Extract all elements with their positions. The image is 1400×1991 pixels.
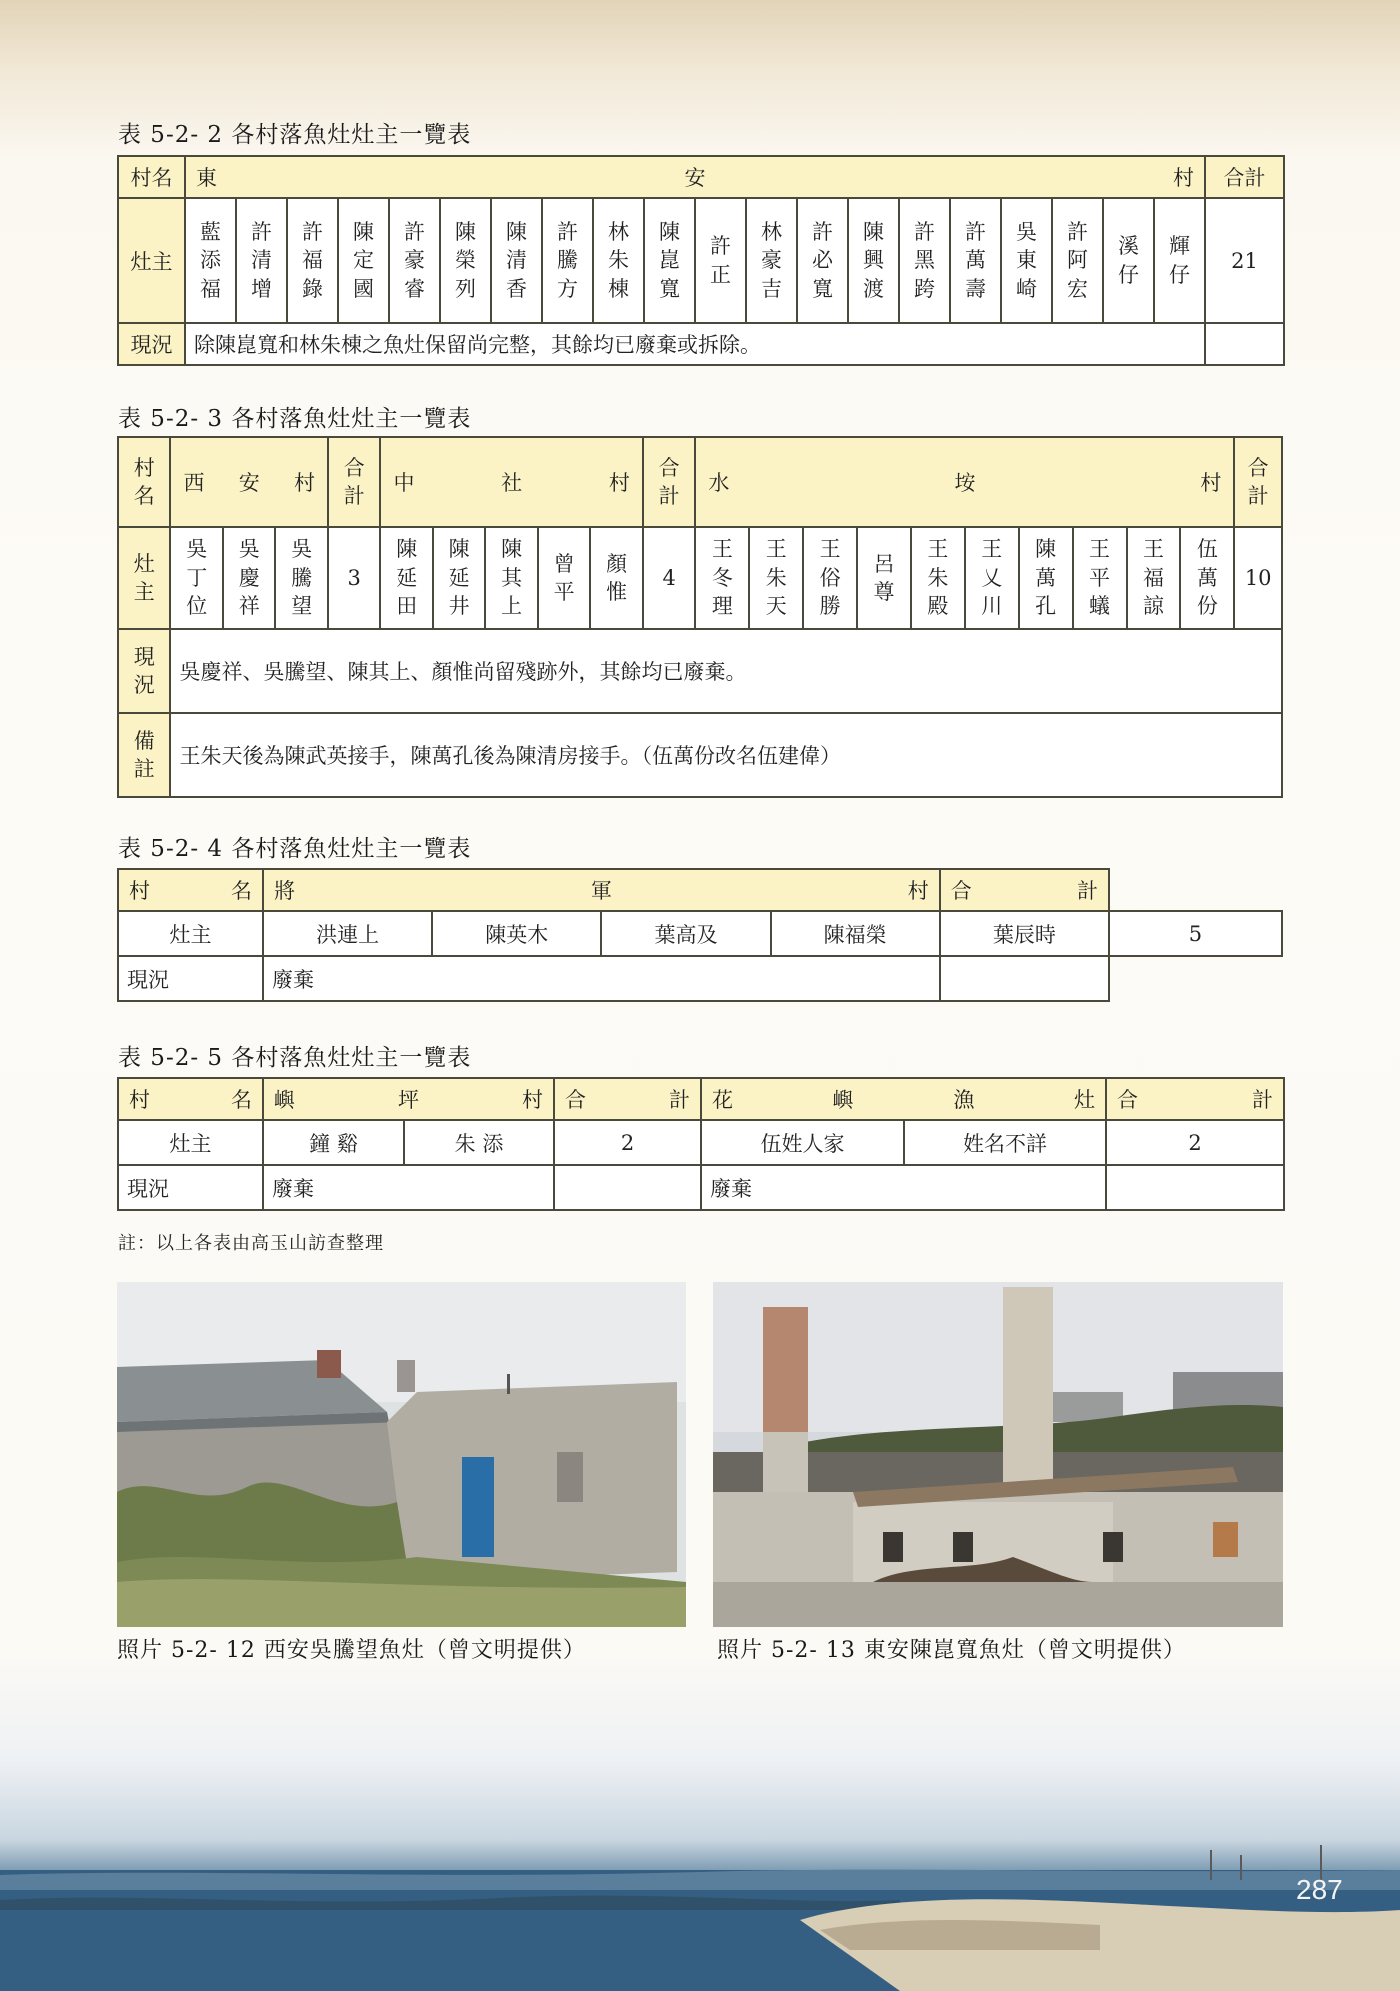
- t2-owner-cell: 林朱棟: [593, 198, 644, 323]
- t3-total-header: 合計: [328, 437, 380, 527]
- t3-owner-header: 灶主: [118, 527, 170, 629]
- t2-owner-cell: 林豪吉: [746, 198, 797, 323]
- table3: [117, 436, 1283, 798]
- t3-remark: 王朱天後為陳武英接手，陳萬孔後為陳清房接手。（伍萬份改名伍建偉）: [170, 713, 1282, 797]
- t2-owner-cell: 陳興渡: [848, 198, 899, 323]
- t2-status-empty: [1205, 323, 1284, 365]
- table4: [117, 868, 1283, 1002]
- t5-total-header: 合 計: [554, 1078, 701, 1120]
- photo-caption-2: 照片 5-2- 13 東安陳崑寬魚灶（曾文明提供）: [717, 1638, 1186, 1663]
- t2-owner-cell: 許清增: [236, 198, 287, 323]
- t3-owner-cell: 王冬理: [695, 527, 749, 629]
- sea-backdrop: [0, 1830, 1400, 1991]
- t3-total-header: 合計: [643, 437, 695, 527]
- t3-village-xian: 西 安 村: [170, 437, 327, 527]
- t2-village-char: 村: [1173, 166, 1194, 190]
- t2-owner-cell: 許福錄: [287, 198, 338, 323]
- t5-owner-cell: 朱 添: [404, 1120, 554, 1165]
- t4-village-name: 將 軍 村: [263, 869, 940, 911]
- t5-status-huayu: 廢棄: [701, 1165, 1106, 1210]
- t4-owner-row: [118, 911, 1282, 956]
- t3-village-header: 村名: [118, 437, 170, 527]
- t2-village-name: [185, 156, 1205, 198]
- photo-dongan-kiln: [713, 1282, 1283, 1627]
- t5-owner-cell: 鐘 谿: [263, 1120, 404, 1165]
- t5-status-yuping: 廢棄: [263, 1165, 554, 1210]
- t3-owner-cell: 陳延田: [380, 527, 432, 629]
- t3-owner-row: [118, 527, 1282, 629]
- t3-owner-cell: 吳慶祥: [223, 527, 275, 629]
- t2-owner-row: [118, 198, 1284, 323]
- t2-village-char: 安: [684, 166, 706, 190]
- t5-owner-header: 灶主: [118, 1120, 263, 1165]
- t2-owner-cell: 輝 仔: [1154, 198, 1205, 323]
- t5-owner-cell: 伍姓人家: [701, 1120, 904, 1165]
- table-footnote: 註：以上各表由高玉山訪查整理: [118, 1233, 384, 1254]
- table5: [117, 1077, 1285, 1211]
- t3-status-header: 現況: [118, 629, 170, 713]
- t2-owner-cell: 陳崑寬: [644, 198, 695, 323]
- t2-owner-cell: 陳榮列: [440, 198, 491, 323]
- t2-owner-cell: 許騰方: [542, 198, 593, 323]
- t3-total-shuian: 10: [1234, 527, 1282, 629]
- t4-owner-cell: 陳福榮: [771, 911, 940, 956]
- t3-owner-cell: 呂 尊: [857, 527, 911, 629]
- photo-caption-1: 照片 5-2- 12 西安吳騰望魚灶（曾文明提供）: [117, 1638, 586, 1663]
- table5-caption: 表 5-2- 5 各村落魚灶灶主一覽表: [118, 1045, 472, 1071]
- t3-owner-cell: 王俗勝: [803, 527, 857, 629]
- t3-owner-cell: 吳騰望: [275, 527, 328, 629]
- t2-owner-cell: 藍添福: [185, 198, 236, 323]
- t5-total-header: 合 計: [1106, 1078, 1284, 1120]
- t3-owner-cell: 陳延井: [433, 527, 485, 629]
- t3-owner-cell: 王朱天: [749, 527, 803, 629]
- t3-owner-cell: 吳丁位: [170, 527, 222, 629]
- t3-village-zhongshe: 中 社 村: [380, 437, 642, 527]
- t2-total-header: 合計: [1205, 156, 1284, 198]
- t2-owner-cell: 許黑跨: [899, 198, 950, 323]
- t3-total-zhongshe: 4: [643, 527, 695, 629]
- t2-owner-cell: 許必寬: [797, 198, 848, 323]
- t5-total-huayu: 2: [1106, 1120, 1284, 1165]
- t5-status-header: 現況: [118, 1165, 263, 1210]
- t3-owner-cell: 陳萬孔: [1019, 527, 1073, 629]
- t3-owner-cell: 曾 平: [538, 527, 590, 629]
- t4-status-header: 現況: [118, 956, 263, 1001]
- t5-status-empty: [1106, 1165, 1284, 1210]
- t5-village-header: 村 名: [118, 1078, 263, 1120]
- t3-owner-cell: 伍萬份: [1180, 527, 1234, 629]
- t4-village-header: 村 名: [118, 869, 263, 911]
- t2-village-header: 村名: [118, 156, 185, 198]
- table2-caption: 表 5-2- 2 各村落魚灶灶主一覽表: [118, 122, 472, 148]
- t2-total: 21: [1205, 198, 1284, 323]
- t2-owner-header: 灶主: [118, 198, 185, 323]
- t4-owner-cell: 葉辰時: [940, 911, 1109, 956]
- t3-owner-cell: 王平蟻: [1073, 527, 1127, 629]
- t2-owner-cell: 許萬壽: [950, 198, 1001, 323]
- t2-owner-cell: 許 正: [695, 198, 746, 323]
- t3-total-header: 合計: [1234, 437, 1282, 527]
- t3-owner-cell: 王福諒: [1127, 527, 1181, 629]
- t5-village-yuping: 嶼 坪 村: [263, 1078, 554, 1120]
- t4-status-empty: [940, 956, 1109, 1001]
- t5-status-empty: [554, 1165, 701, 1210]
- t3-owner-cell: 王乂川: [965, 527, 1019, 629]
- t5-owner-cell: 姓名不詳: [904, 1120, 1106, 1165]
- t2-owner-cell: 陳定國: [338, 198, 389, 323]
- t2-owner-cell: 陳清香: [491, 198, 542, 323]
- t2-owner-cell: 許豪睿: [389, 198, 440, 323]
- page-number: 287: [1296, 1874, 1343, 1905]
- t4-total-header: 合 計: [940, 869, 1109, 911]
- t3-owner-cell: 顏 惟: [590, 527, 643, 629]
- t4-owner-cell: 葉高及: [601, 911, 770, 956]
- t2-owner-cell: 許阿宏: [1052, 198, 1103, 323]
- t5-total-yuping: 2: [554, 1120, 701, 1165]
- t3-owner-cell: 陳其上: [485, 527, 537, 629]
- t2-village-char: 東: [196, 166, 217, 190]
- t3-remark-header: 備註: [118, 713, 170, 797]
- table3-caption: 表 5-2- 3 各村落魚灶灶主一覽表: [118, 406, 472, 432]
- t2-owner-cell: 吳東崎: [1001, 198, 1052, 323]
- t5-owner-row: [118, 1120, 1284, 1165]
- t2-status: 除陳崑寬和林朱棟之魚灶保留尚完整，其餘均已廢棄或拆除。: [185, 323, 1205, 365]
- t3-total-xian: 3: [328, 527, 380, 629]
- t4-total: 5: [1109, 911, 1282, 956]
- table2: [117, 155, 1285, 366]
- t3-village-shuian: 水 垵 村: [695, 437, 1234, 527]
- t2-owner-cell: 溪 仔: [1103, 198, 1154, 323]
- t4-owner-cell: 洪連上: [263, 911, 432, 956]
- t3-owner-cell: 王朱殿: [911, 527, 965, 629]
- table4-caption: 表 5-2- 4 各村落魚灶灶主一覽表: [118, 836, 472, 862]
- photo-xian-kiln: [117, 1282, 686, 1627]
- t2-status-header: 現況: [118, 323, 185, 365]
- t4-owner-header: 灶主: [118, 911, 263, 956]
- t4-status: 廢棄: [263, 956, 940, 1001]
- t3-status: 吳慶祥、吳騰望、陳其上、顏惟尚留殘跡外，其餘均已廢棄。: [170, 629, 1282, 713]
- t5-village-huayu: 花 嶼 漁 灶: [701, 1078, 1106, 1120]
- t4-owner-cell: 陳英木: [432, 911, 601, 956]
